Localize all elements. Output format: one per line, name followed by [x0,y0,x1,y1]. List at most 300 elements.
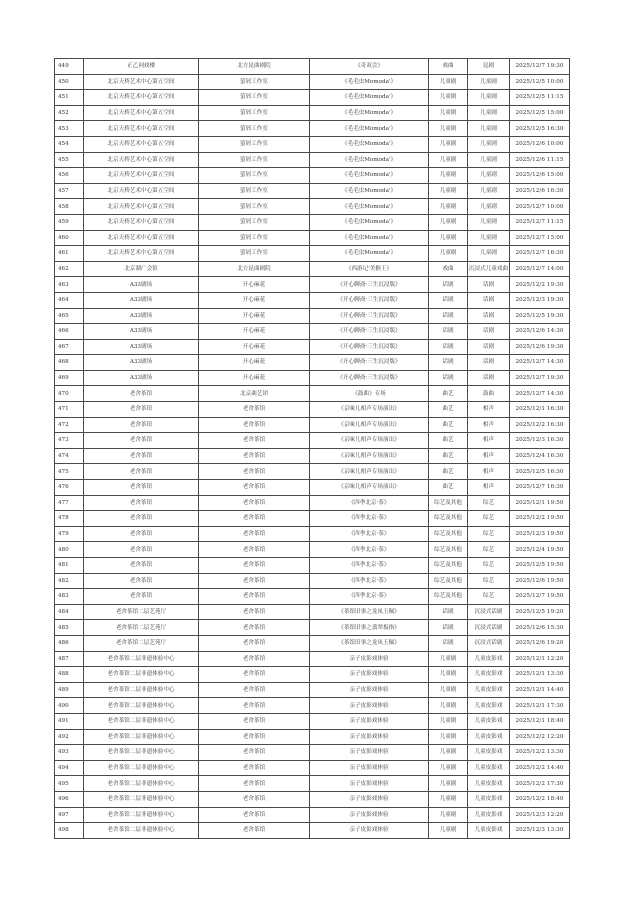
subcategory-cell: 儿童剧 [468,183,510,199]
datetime-cell: 2025/12/5 19:20 [510,604,570,620]
table-row [55,339,570,355]
table-row [55,776,570,792]
subcategory-cell: 儿童皮影戏 [468,698,510,714]
category-cell: 曲艺 [429,433,468,449]
program-cell: 《开心聊斋·三生沉浸版》 [310,355,429,371]
category-cell: 综艺及其他 [429,542,468,558]
row-number-cell: 470 [55,386,84,402]
venue-cell: 正乙祠戏楼 [84,59,199,75]
venue-cell: 老舍茶馆二层非遗体验中心 [84,713,199,729]
venue-cell: 老舍茶馆二层非遗体验中心 [84,651,199,667]
datetime-cell: 2025/12/2 13:30 [510,745,570,761]
organizer-cell: 老舍茶馆 [199,682,310,698]
program-cell: 《茶馆旧事之龙凤玉佩》 [310,635,429,651]
program-cell: 亲子皮影戏体验 [310,729,429,745]
row-number-cell: 472 [55,417,84,433]
program-cell: 《开心聊斋·三生沉浸版》 [310,308,429,324]
category-cell: 话剧 [429,635,468,651]
category-cell: 话剧 [429,324,468,340]
table-row [55,823,570,839]
subcategory-cell: 相声 [468,417,510,433]
program-cell: 《四季北京·茶》 [310,542,429,558]
table-row [55,230,570,246]
row-number-cell: 468 [55,355,84,371]
datetime-cell: 2025/12/1 14:40 [510,682,570,698]
venue-cell: 老舍茶馆二层非遗体验中心 [84,760,199,776]
venue-cell: 老舍茶馆 [84,464,199,480]
program-cell: 《毛毛虫Momoda'》 [310,121,429,137]
organizer-cell: 萤屑工作室 [199,105,310,121]
table-row [55,121,570,137]
venue-cell: 老舍茶馆二层非遗体验中心 [84,698,199,714]
venue-cell: 北京天桥艺术中心第五空间 [84,121,199,137]
venue-cell: 老舍茶馆二层艺苑厅 [84,620,199,636]
subcategory-cell: 昆剧 [468,59,510,75]
organizer-cell: 萤屑工作室 [199,246,310,262]
category-cell: 曲艺 [429,480,468,496]
category-cell: 儿童剧 [429,246,468,262]
row-number-cell: 486 [55,635,84,651]
subcategory-cell: 儿童皮影戏 [468,823,510,839]
category-cell: 儿童剧 [429,667,468,683]
organizer-cell: 老舍茶馆 [199,464,310,480]
table-row [55,417,570,433]
category-cell: 戏曲 [429,261,468,277]
table-row [55,635,570,651]
venue-cell: A33剧场 [84,339,199,355]
venue-cell: 老舍茶馆 [84,417,199,433]
table-row [55,370,570,386]
organizer-cell: 老舍茶馆 [199,760,310,776]
venue-cell: 北京天桥艺术中心第五空间 [84,105,199,121]
table-row [55,729,570,745]
program-cell: 《京味儿相声专场演出》 [310,480,429,496]
subcategory-cell: 话剧 [468,308,510,324]
performance-schedule-table [54,58,570,839]
program-cell: 《茶馆旧事之翡翠扳指》 [310,620,429,636]
organizer-cell: 开心麻花 [199,339,310,355]
organizer-cell: 开心麻花 [199,355,310,371]
organizer-cell: 北京曲艺团 [199,386,310,402]
subcategory-cell: 综艺 [468,542,510,558]
category-cell: 话剧 [429,355,468,371]
program-cell: 《毛毛虫Momoda'》 [310,136,429,152]
organizer-cell: 萤屑工作室 [199,90,310,106]
program-cell: 《毛毛虫Momoda'》 [310,183,429,199]
row-number-cell: 489 [55,682,84,698]
category-cell: 儿童剧 [429,807,468,823]
program-cell: 《西游记'美猴王》 [310,261,429,277]
row-number-cell: 484 [55,604,84,620]
category-cell: 儿童剧 [429,713,468,729]
organizer-cell: 开心麻花 [199,370,310,386]
organizer-cell: 老舍茶馆 [199,604,310,620]
category-cell: 儿童剧 [429,729,468,745]
datetime-cell: 2025/12/7 11:15 [510,214,570,230]
table-row [55,807,570,823]
table-row [55,651,570,667]
datetime-cell: 2025/12/4 16:30 [510,448,570,464]
venue-cell: 老舍茶馆 [84,573,199,589]
program-cell: 《开心聊斋·三生沉浸版》 [310,339,429,355]
datetime-cell: 2025/12/5 11:15 [510,90,570,106]
venue-cell: 老舍茶馆 [84,589,199,605]
datetime-cell: 2025/12/7 16:30 [510,246,570,262]
subcategory-cell: 话剧 [468,324,510,340]
program-cell: 《四季北京·茶》 [310,573,429,589]
venue-cell: 北京天桥艺术中心第五空间 [84,152,199,168]
organizer-cell: 老舍茶馆 [199,635,310,651]
datetime-cell: 2025/12/7 14:30 [510,355,570,371]
program-cell: 《毛毛虫Momoda'》 [310,246,429,262]
table-row [55,495,570,511]
program-cell: 《四季北京·茶》 [310,589,429,605]
category-cell: 儿童剧 [429,136,468,152]
program-cell: 《奇双会》 [310,59,429,75]
datetime-cell: 2025/12/6 19:30 [510,339,570,355]
datetime-cell: 2025/12/6 19:50 [510,573,570,589]
category-cell: 儿童剧 [429,90,468,106]
organizer-cell: 开心麻花 [199,324,310,340]
row-number-cell: 469 [55,370,84,386]
datetime-cell: 2025/12/3 19:30 [510,292,570,308]
category-cell: 儿童剧 [429,105,468,121]
datetime-cell: 2025/12/3 13:30 [510,823,570,839]
program-cell: 《毛毛虫Momoda'》 [310,168,429,184]
table-row [55,604,570,620]
table-row [55,105,570,121]
row-number-cell: 471 [55,402,84,418]
datetime-cell: 2025/12/1 13:30 [510,667,570,683]
venue-cell: A33剧场 [84,370,199,386]
category-cell: 儿童剧 [429,152,468,168]
table-row [55,277,570,293]
organizer-cell: 萤屑工作室 [199,136,310,152]
table-row [55,480,570,496]
row-number-cell: 495 [55,776,84,792]
table-row [55,168,570,184]
category-cell: 儿童剧 [429,651,468,667]
datetime-cell: 2025/12/7 14:30 [510,386,570,402]
subcategory-cell: 相声 [468,480,510,496]
venue-cell: A33剧场 [84,355,199,371]
datetime-cell: 2025/12/7 19:30 [510,370,570,386]
row-number-cell: 455 [55,152,84,168]
organizer-cell: 老舍茶馆 [199,526,310,542]
row-number-cell: 466 [55,324,84,340]
row-number-cell: 487 [55,651,84,667]
program-cell: 《开心聊斋·三生沉浸版》 [310,292,429,308]
subcategory-cell: 儿童剧 [468,90,510,106]
category-cell: 综艺及其他 [429,495,468,511]
row-number-cell: 458 [55,199,84,215]
category-cell: 话剧 [429,604,468,620]
organizer-cell: 萤屑工作室 [199,214,310,230]
program-cell: 《四季北京·茶》 [310,558,429,574]
subcategory-cell: 儿童剧 [468,214,510,230]
program-cell: 亲子皮影戏体验 [310,823,429,839]
subcategory-cell: 儿童剧 [468,230,510,246]
datetime-cell: 2025/12/3 16:30 [510,433,570,449]
subcategory-cell: 儿童剧 [468,136,510,152]
row-number-cell: 485 [55,620,84,636]
datetime-cell: 2025/12/6 11:15 [510,152,570,168]
organizer-cell: 开心麻花 [199,308,310,324]
venue-cell: 老舍茶馆二层艺苑厅 [84,604,199,620]
program-cell: 亲子皮影戏体验 [310,807,429,823]
row-number-cell: 496 [55,791,84,807]
subcategory-cell: 话剧 [468,339,510,355]
program-cell: 《京味儿相声专场演出》 [310,433,429,449]
category-cell: 儿童剧 [429,214,468,230]
row-number-cell: 491 [55,713,84,729]
datetime-cell: 2025/12/6 10:00 [510,136,570,152]
row-number-cell: 465 [55,308,84,324]
row-number-cell: 453 [55,121,84,137]
row-number-cell: 461 [55,246,84,262]
row-number-cell: 481 [55,558,84,574]
subcategory-cell: 儿童剧 [468,105,510,121]
datetime-cell: 2025/12/7 10:00 [510,199,570,215]
category-cell: 儿童剧 [429,168,468,184]
program-cell: 《京味儿相声专场演出》 [310,448,429,464]
venue-cell: 北京天桥艺术中心第五空间 [84,246,199,262]
table-row [55,199,570,215]
category-cell: 儿童剧 [429,183,468,199]
venue-cell: 老舍茶馆 [84,542,199,558]
subcategory-cell: 鼓曲 [468,386,510,402]
row-number-cell: 488 [55,667,84,683]
category-cell: 综艺及其他 [429,589,468,605]
category-cell: 儿童剧 [429,745,468,761]
venue-cell: 北京天桥艺术中心第五空间 [84,199,199,215]
organizer-cell: 老舍茶馆 [199,511,310,527]
venue-cell: 老舍茶馆二层非遗体验中心 [84,682,199,698]
datetime-cell: 2025/12/5 16:30 [510,464,570,480]
datetime-cell: 2025/12/2 17:30 [510,776,570,792]
subcategory-cell: 话剧 [468,355,510,371]
datetime-cell: 2025/12/5 19:50 [510,558,570,574]
category-cell: 儿童剧 [429,230,468,246]
category-cell: 话剧 [429,308,468,324]
organizer-cell: 萤屑工作室 [199,199,310,215]
organizer-cell: 老舍茶馆 [199,589,310,605]
category-cell: 儿童剧 [429,791,468,807]
category-cell: 综艺及其他 [429,511,468,527]
program-cell: 《开心聊斋·三生沉浸版》 [310,324,429,340]
subcategory-cell: 话剧 [468,292,510,308]
program-cell: 亲子皮影戏体验 [310,791,429,807]
subcategory-cell: 话剧 [468,277,510,293]
table-row [55,324,570,340]
program-cell: 《毛毛虫Momoda'》 [310,199,429,215]
table-row [55,526,570,542]
table-row [55,90,570,106]
datetime-cell: 2025/12/1 17:30 [510,698,570,714]
table-row [55,464,570,480]
program-cell: 《鼓曲》专场 [310,386,429,402]
venue-cell: 老舍茶馆 [84,433,199,449]
table-row [55,292,570,308]
subcategory-cell: 儿童皮影戏 [468,745,510,761]
program-cell: 《毛毛虫Momoda'》 [310,214,429,230]
table-row [55,448,570,464]
table-row [55,183,570,199]
organizer-cell: 老舍茶馆 [199,495,310,511]
category-cell: 曲艺 [429,448,468,464]
datetime-cell: 2025/12/3 12:20 [510,807,570,823]
venue-cell: 老舍茶馆二层非遗体验中心 [84,776,199,792]
subcategory-cell: 相声 [468,402,510,418]
table-row [55,136,570,152]
row-number-cell: 483 [55,589,84,605]
category-cell: 儿童剧 [429,776,468,792]
venue-cell: 北京天桥艺术中心第五空间 [84,230,199,246]
row-number-cell: 454 [55,136,84,152]
datetime-cell: 2025/12/7 14:00 [510,261,570,277]
venue-cell: 老舍茶馆二层非遗体验中心 [84,807,199,823]
subcategory-cell: 综艺 [468,558,510,574]
venue-cell: A33剧场 [84,277,199,293]
venue-cell: 老舍茶馆二层非遗体验中心 [84,745,199,761]
category-cell: 戏曲 [429,59,468,75]
category-cell: 话剧 [429,339,468,355]
subcategory-cell: 沉浸式话剧 [468,604,510,620]
organizer-cell: 开心麻花 [199,277,310,293]
subcategory-cell: 话剧 [468,370,510,386]
program-cell: 《开心聊斋·三生沉浸版》 [310,370,429,386]
row-number-cell: 474 [55,448,84,464]
category-cell: 儿童剧 [429,199,468,215]
subcategory-cell: 相声 [468,433,510,449]
program-cell: 《毛毛虫Momoda'》 [310,74,429,90]
organizer-cell: 萤屑工作室 [199,74,310,90]
datetime-cell: 2025/12/6 15:00 [510,168,570,184]
datetime-cell: 2025/12/6 16:30 [510,183,570,199]
venue-cell: 老舍茶馆 [84,402,199,418]
row-number-cell: 460 [55,230,84,246]
organizer-cell: 老舍茶馆 [199,542,310,558]
program-cell: 亲子皮影戏体验 [310,713,429,729]
row-number-cell: 464 [55,292,84,308]
venue-cell: 老舍茶馆 [84,558,199,574]
organizer-cell: 老舍茶馆 [199,823,310,839]
table-row [55,713,570,729]
subcategory-cell: 沉浸式话剧 [468,635,510,651]
row-number-cell: 498 [55,823,84,839]
organizer-cell: 老舍茶馆 [199,698,310,714]
category-cell: 儿童剧 [429,121,468,137]
category-cell: 综艺及其他 [429,526,468,542]
program-cell: 《毛毛虫Momoda'》 [310,152,429,168]
venue-cell: 北京天桥艺术中心第五空间 [84,90,199,106]
datetime-cell: 2025/12/2 16:30 [510,417,570,433]
venue-cell: 北京天桥艺术中心第五空间 [84,183,199,199]
row-number-cell: 473 [55,433,84,449]
table-row [55,558,570,574]
program-cell: 《茶馆旧事之龙凤玉佩》 [310,604,429,620]
organizer-cell: 老舍茶馆 [199,745,310,761]
subcategory-cell: 儿童皮影戏 [468,760,510,776]
table-row [55,386,570,402]
organizer-cell: 老舍茶馆 [199,573,310,589]
organizer-cell: 北方昆曲剧院 [199,59,310,75]
datetime-cell: 2025/12/5 19:30 [510,308,570,324]
table-row [55,682,570,698]
subcategory-cell: 儿童皮影戏 [468,713,510,729]
row-number-cell: 449 [55,59,84,75]
category-cell: 话剧 [429,292,468,308]
datetime-cell: 2025/12/6 19:20 [510,635,570,651]
venue-cell: 老舍茶馆 [84,526,199,542]
venue-cell: 北京湖广会馆 [84,261,199,277]
program-cell: 亲子皮影戏体验 [310,682,429,698]
category-cell: 曲艺 [429,402,468,418]
subcategory-cell: 儿童皮影戏 [468,807,510,823]
venue-cell: 老舍茶馆 [84,480,199,496]
table-row [55,246,570,262]
organizer-cell: 老舍茶馆 [199,776,310,792]
table-row [55,511,570,527]
category-cell: 曲艺 [429,417,468,433]
program-cell: 亲子皮影戏体验 [310,776,429,792]
category-cell: 曲艺 [429,464,468,480]
category-cell: 曲艺 [429,386,468,402]
datetime-cell: 2025/12/3 19:50 [510,526,570,542]
subcategory-cell: 儿童皮影戏 [468,682,510,698]
category-cell: 儿童剧 [429,682,468,698]
category-cell: 话剧 [429,620,468,636]
table-row [55,542,570,558]
subcategory-cell: 儿童皮影戏 [468,667,510,683]
datetime-cell: 2025/12/2 14:40 [510,760,570,776]
subcategory-cell: 沉浸式儿童戏曲 [468,261,510,277]
table-row [55,402,570,418]
row-number-cell: 450 [55,74,84,90]
organizer-cell: 老舍茶馆 [199,480,310,496]
subcategory-cell: 综艺 [468,495,510,511]
table-body [55,59,570,839]
venue-cell: 老舍茶馆 [84,386,199,402]
table-row [55,261,570,277]
row-number-cell: 494 [55,760,84,776]
program-cell: 亲子皮影戏体验 [310,651,429,667]
subcategory-cell: 儿童剧 [468,246,510,262]
table-row [55,573,570,589]
program-cell: 亲子皮影戏体验 [310,667,429,683]
datetime-cell: 2025/12/5 10:00 [510,74,570,90]
category-cell: 综艺及其他 [429,558,468,574]
datetime-cell: 2025/12/7 19:30 [510,59,570,75]
subcategory-cell: 综艺 [468,526,510,542]
category-cell: 综艺及其他 [429,573,468,589]
program-cell: 《京味儿相声专场演出》 [310,417,429,433]
category-cell: 话剧 [429,277,468,293]
organizer-cell: 老舍茶馆 [199,558,310,574]
datetime-cell: 2025/12/6 15:30 [510,620,570,636]
datetime-cell: 2025/12/6 14:30 [510,324,570,340]
venue-cell: 老舍茶馆二层艺苑厅 [84,635,199,651]
organizer-cell: 老舍茶馆 [199,791,310,807]
row-number-cell: 475 [55,464,84,480]
program-cell: 《毛毛虫Momoda'》 [310,105,429,121]
venue-cell: 北京天桥艺术中心第五空间 [84,168,199,184]
venue-cell: A33剧场 [84,324,199,340]
row-number-cell: 459 [55,214,84,230]
program-cell: 亲子皮影戏体验 [310,745,429,761]
table-row [55,74,570,90]
organizer-cell: 萤屑工作室 [199,152,310,168]
